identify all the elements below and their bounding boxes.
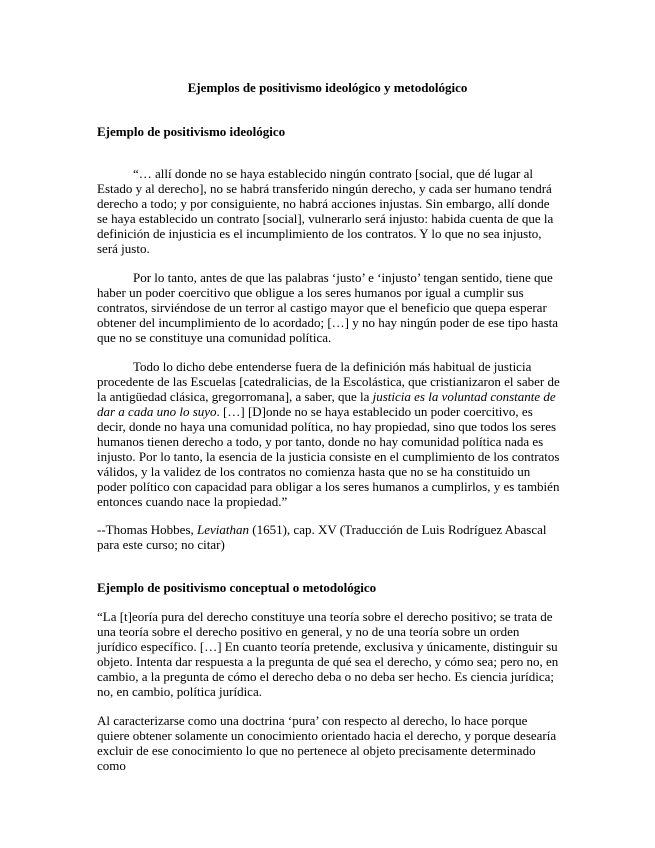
section-heading-ideological: Ejemplo de positivismo ideológico — [97, 124, 286, 139]
citation — [97, 522, 563, 552]
quote-paragraph-3-text-b: . […] [D]onde no se haya establecido un poder coercitivo, es decir, donde no haya una comunidad política, no hay propiedad, sino que todos los seres humanos tienen derecho a todo, y por tanto, donde no hay comunidad política nada es injusto. Por lo tanto, la esencia de la justicia consiste en el cumplimiento de los contratos válidos, y la validez de los contratos no comienza hasta que no se ha constituido un poder político con capacidad para obligar a los seres humanos a cumplirlos, y es también entonces cuando nace la propiedad.” — [97, 404, 560, 509]
document-title: Ejemplos de positivismo ideológico y metodológico — [187, 80, 468, 95]
citation-work-title: Leviathan — [197, 522, 250, 537]
citation-details: (1651), cap. XV (Traducción de Luis Rodríguez Abascal para este curso; no citar) — [97, 522, 547, 552]
quote-paragraph-2: Por lo tanto, antes de que las palabras ‘justo’ e ‘injusto’ tengan sentido, tiene que haber un poder coercitivo que obligue a los seres humanos por igual a cumplir sus contratos, sirviéndose de un terror al castigo mayor que el beneficio que quepa esperar obtener del incumplimiento de lo acordado; […] y no hay ningún poder de ese tipo hasta que no se constituye una comunidad política. — [97, 270, 559, 345]
quote-paragraph-3-emphasis: justicia es la voluntad constante de dar a cada uno lo suyo — [97, 389, 556, 419]
quote-paragraph-3-text-a: Todo lo dicho debe entenderse fuera de la definición más habitual de justicia procedente de las Escuelas [catedralicias, de la Escolástica, que cristianizaron el saber de la antigüedad clásica, gregorromana], a saber, que la — [97, 359, 560, 404]
kelsen-paragraph-1: “La [t]eoría pura del derecho constituye una teoría sobre el derecho positivo; se trata de una teoría sobre el derecho positivo en general, y no de una teoría sobre un orden jurídico específico. […] En cuanto teoría pretende, exclusiva y únicamente, distinguir su objeto. Intenta dar respuesta a la pregunta de qué sea el derecho, y cómo sea; pero no, en cambio, a la pregunta de cómo el derecho deba o no deba ser hecho. Es ciencia jurídica; no, en cambio, política jurídica. — [97, 609, 559, 699]
quote-paragraph-3 — [97, 359, 563, 509]
citation-author: --Thomas Hobbes, — [97, 522, 198, 537]
kelsen-paragraph-2: Al caracterizarse como una doctrina ‘pura’ con respecto al derecho, lo hace porque quiere obtener solamente un conocimiento orientado hacia el derecho, y porque desearía excluir de ese conocimiento lo que no pertenece al objeto precisamente determinado como — [97, 713, 557, 773]
quote-paragraph-1: “… allí donde no se haya establecido ningún contrato [social, que dé lugar al Estado y al derecho], no se habrá transferido ningún derecho, y cada ser humano tendrá derecho a todo; y por consiguiente, no habrá acciones injustas. Sin embargo, allí donde se haya establecido un contrato [social], vulnerarlo será injusto: habida cuenta de que la definición de injusticia es el incumplimiento de los contratos. Y lo que no sea injusto, será justo. — [97, 166, 554, 256]
section-heading-methodological: Ejemplo de positivismo conceptual o metodológico — [97, 580, 377, 595]
